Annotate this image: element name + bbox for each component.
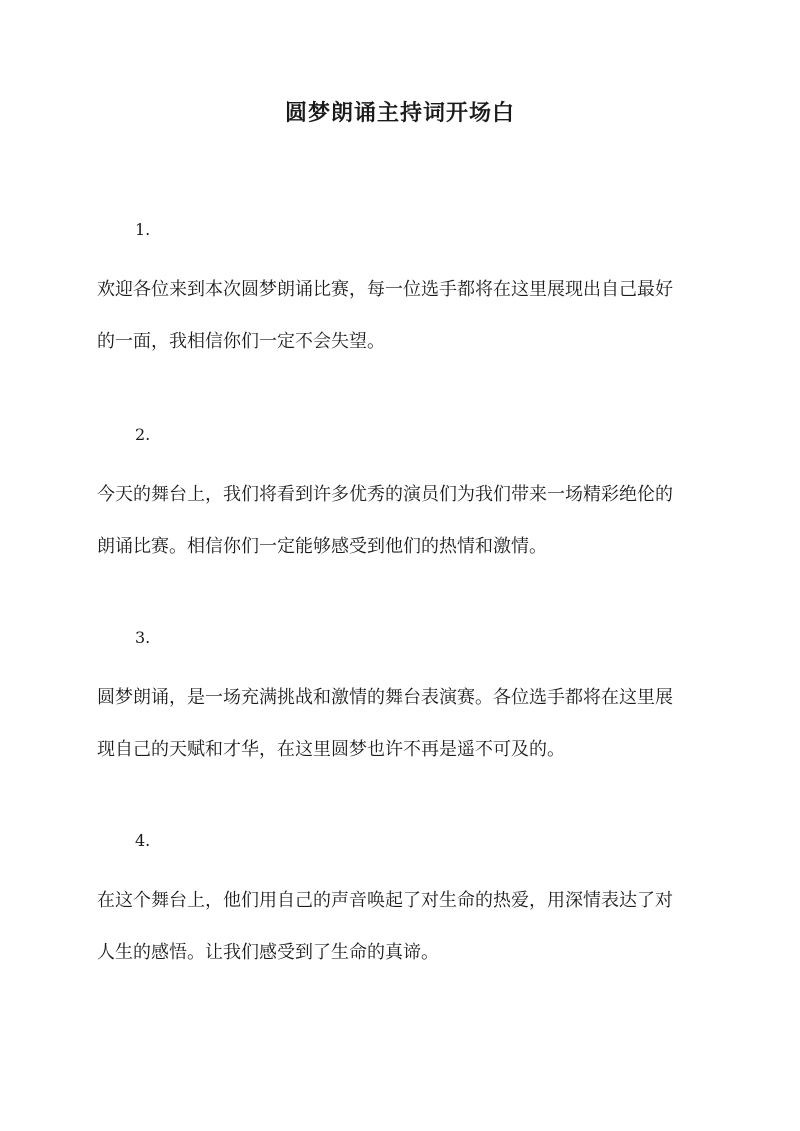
section-3	[97, 626, 717, 776]
section-paragraph: 在这个舞台上，他们用自己的声音唤起了对生命的热爱，用深情表达了对 人生的感悟。让我们感受到了生命的真谛。	[97, 890, 673, 963]
section-number: 3.	[135, 628, 151, 647]
section-2	[97, 423, 717, 573]
section-1	[97, 218, 717, 368]
section-4	[97, 829, 717, 979]
section-number: 4.	[135, 831, 151, 850]
section-number: 1.	[135, 220, 151, 239]
document-title: 圆梦朗诵主持词开场白	[284, 100, 515, 126]
section-paragraph: 欢迎各位来到本次圆梦朗诵比赛，每一位选手都将在这里展现出自己最好 的一面，我相信你们一定不会失望。	[97, 279, 673, 352]
section-paragraph: 圆梦朗诵，是一场充满挑战和激情的舞台表演赛。各位选手都将在这里展 现自己的天赋和才华，在这里圆梦也许不再是遥不可及的。	[97, 687, 673, 760]
section-paragraph: 今天的舞台上，我们将看到许多优秀的演员们为我们带来一场精彩绝伦的 朗诵比赛。相信你们一定能够感受到他们的热情和激情。	[97, 484, 673, 557]
section-number: 2.	[135, 425, 151, 444]
